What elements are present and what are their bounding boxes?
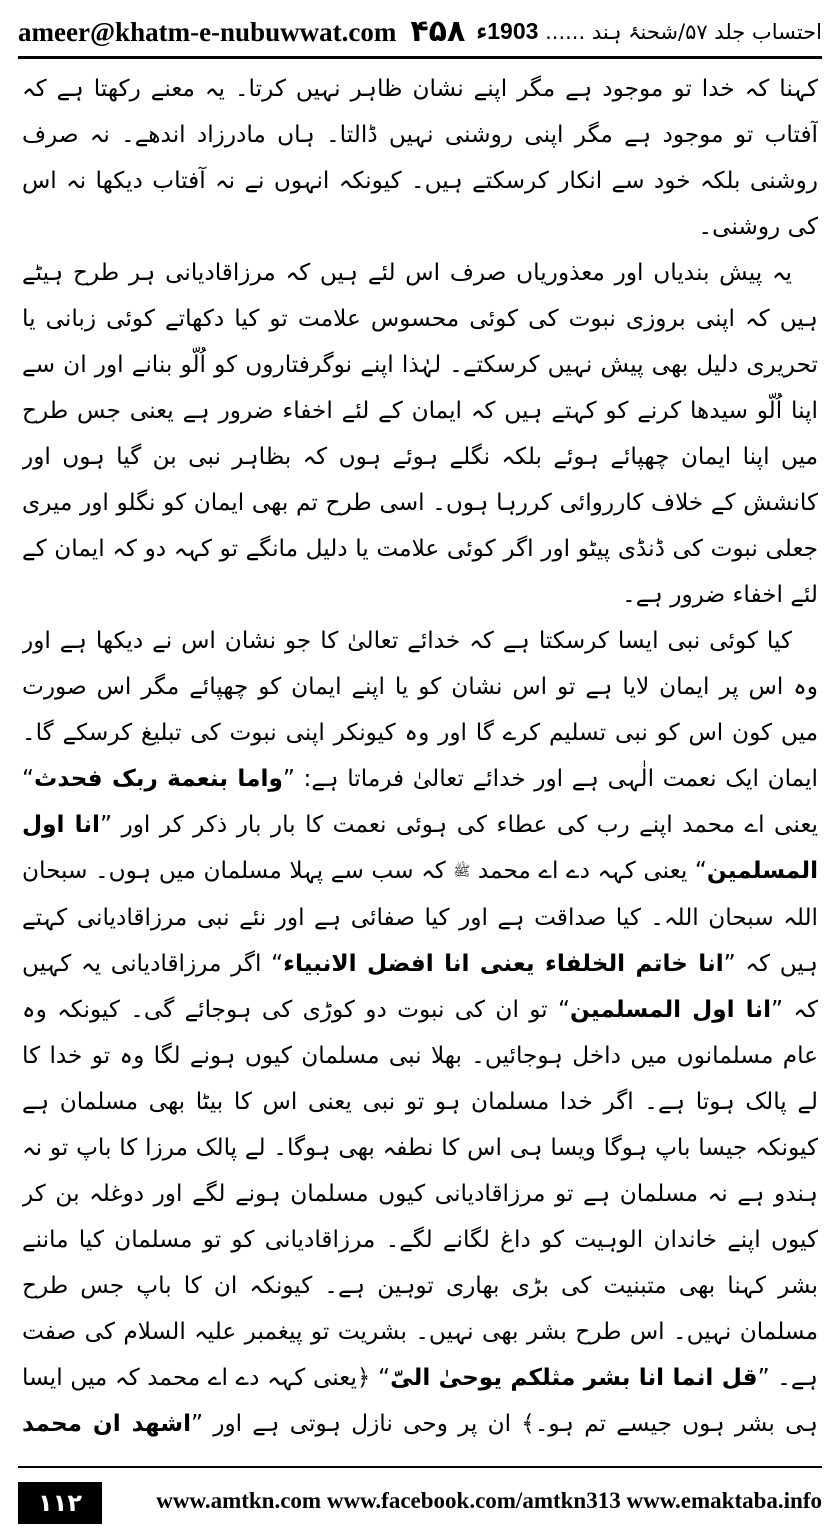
quran-quote: انا اول المسلمین bbox=[569, 995, 772, 1023]
footer-websites: www.amtkn.com www.facebook.com/amtkn313 www.emaktaba.info bbox=[156, 1488, 822, 1513]
text-segment: “ اگر مرزاقادیانی یہ کہیں کہ ” bbox=[22, 949, 818, 1023]
paragraph-2: یہ پیش بندیاں اور معذوریاں صرف اس لئے ہیں کہ مرزاقادیانی ہر طرح ہیٹے ہیں کہ اپنی بروزی نبوت کی کوئی محسوس علامت تو کیا دکھاتے کوئی زبانی یا تحریری دلیل بھی پیش نہیں کرسکتے۔ لہٰذا اپنے نوگرفتاروں کو اُلّو بنانے اور ان سے اپنا اُلّو سیدھا کرنے کو کہتے ہیں کہ ایمان کے لئے اخفاء ضرور ہے یعنی جس طرح میں اپنا ایمان چھپائے ہوئے بلکہ نگلے ہوئے ہوں کہ بظاہر نبی بن گیا ہوں اور کانشش کے خلاف کارروائی کررہا ہوں۔ اسی طرح تم بھی ایمان کو نگلو اور میری جعلی نبوت کی ڈنڈی پیٹو اور اگر کوئی علامت یا دلیل مانگے تو کہہ دو کہ ایمان کے لئے اخفاء ضرور ہے۔ bbox=[22, 259, 818, 608]
email-address: ameer@khatm-e-nubuwwat.com bbox=[18, 17, 397, 47]
paragraph-1: کہنا کہ خدا تو موجود ہے مگر اپنے نشان ظاہر نہیں کرتا۔ یہ معنے رکھتا ہے کہ آفتاب تو موجود ہے مگر اپنی روشنی نہیں ڈالتا۔ ہاں مادرزاد اندھے۔ نہ صرف روشنی بلکہ خود سے انکار کرسکتے ہیں۔ کیونکہ انہوں نے نہ آفتاب دیکھا نہ اس کی روشنی۔ bbox=[22, 75, 818, 240]
page-number-top: ۴۵۸ bbox=[410, 14, 466, 49]
paragraph-3 bbox=[22, 618, 818, 1448]
page-header bbox=[18, 10, 822, 56]
page-body bbox=[22, 66, 818, 1448]
text-segment: “ تو ان کی نبوت دو کوڑی کی ہوجائے گی۔ کیونکہ وہ عام مسلمانوں میں داخل ہوجائیں۔ بھلا نبی مسلمان کیوں ہونے لگا وہ تو خدا کا لے پالک ہوتا ہے۔ اگر خدا مسلمان ہو تو نبی یعنی اس کا بیٹا بھی مسلمان ہے کیونکہ جیسا باپ ہوگا ویسا ہی اس کا نطفہ بھی ہوگا۔ لے پالک مرزا کا باپ تو نہ ہندو ہے نہ مسلمان ہے تو مرزاقادیانی کیوں مسلمان ہونے لگے اور دوغلہ بن کر کیوں اپنے خاندان الوہیت کو داغ لگانے لگے۔ مرزاقادیانی کو تو مسلمان کیا ماننے بشر کہنا بھی متبنیت کی بڑی بھاری توہین ہے۔ کیونکہ ان کا باپ جس طرح مسلمان نہیں۔ اس طرح بشر بھی نہیں۔ بشریت تو پیغمبر علیہ السلام کی صفت ہے۔ ” bbox=[22, 995, 818, 1391]
publication-year: 1903ء bbox=[476, 18, 539, 44]
quran-quote: انا اول المسلمین bbox=[22, 811, 818, 884]
text-segment: “ یعنی اے محمد اپنے رب کی عطاء کی ہوئی نعمت کا بار بار ذکر کر اور ” bbox=[22, 765, 818, 838]
arabic-quote: انا خاتم الخلفاء یعنی انا افضل الانبیاء bbox=[283, 949, 724, 977]
text-segment: “ ﴿یعنی کہہ دے اے محمد کہ میں ایسا ہی بشر ہوں جیسے تم ہو۔﴾ ان پر وحی نازل ہوتی ہے اور ” bbox=[22, 1363, 818, 1437]
book-subtitle: شحنۂ ہند bbox=[591, 20, 678, 44]
kalima-quote: اشهد ان محمد bbox=[22, 1409, 192, 1437]
book-title: احتساب جلد ۵۷ bbox=[685, 20, 822, 44]
page-number-box: ۱۱۲ bbox=[18, 1482, 102, 1524]
footer-divider bbox=[18, 1466, 822, 1468]
page-footer bbox=[18, 1478, 822, 1534]
title-leader: ...... bbox=[545, 20, 586, 44]
running-title: احتساب جلد ۵۷/شحنۂ ہند ...... 1903ء bbox=[476, 18, 822, 44]
quran-quote: واما بنعمة ربک فحدث bbox=[34, 765, 283, 792]
salutation-mark: ﷺ bbox=[453, 863, 471, 880]
quran-quote: قل انما انا بشر مثلکم یوحیٰ الیّ bbox=[390, 1363, 758, 1391]
text-segment: “ یعنی کہہ دے اے محمد bbox=[477, 857, 707, 884]
header-divider bbox=[18, 56, 822, 59]
text-segment: کہ سب سے پہلا مسلمان میں ہوں۔ سبحان اللہ سبحان اللہ۔ کیا صداقت ہے اور کیا صفائی ہے اور نئے نبی مرزاقادیانی کہتے ہیں کہ ” bbox=[22, 857, 818, 977]
text-segment: کیا کوئی نبی ایسا کرسکتا ہے کہ خدائے تعالیٰ کا جو نشان اس نے دیکھا ہے اور وہ اس پر ایمان لایا ہے تو اس نشان کو یا اپنے ایمان کو چھپائے مگر اس صورت میں کون اس کو نبی تسلیم کرے گا اور وہ کیونکر اپنی نبوت کی تبلیغ کرسکے گا۔ ایمان ایک نعمت الٰہی ہے اور خدائے تعالیٰ فرماتا ہے: ” bbox=[22, 627, 818, 792]
header-left bbox=[18, 14, 465, 49]
